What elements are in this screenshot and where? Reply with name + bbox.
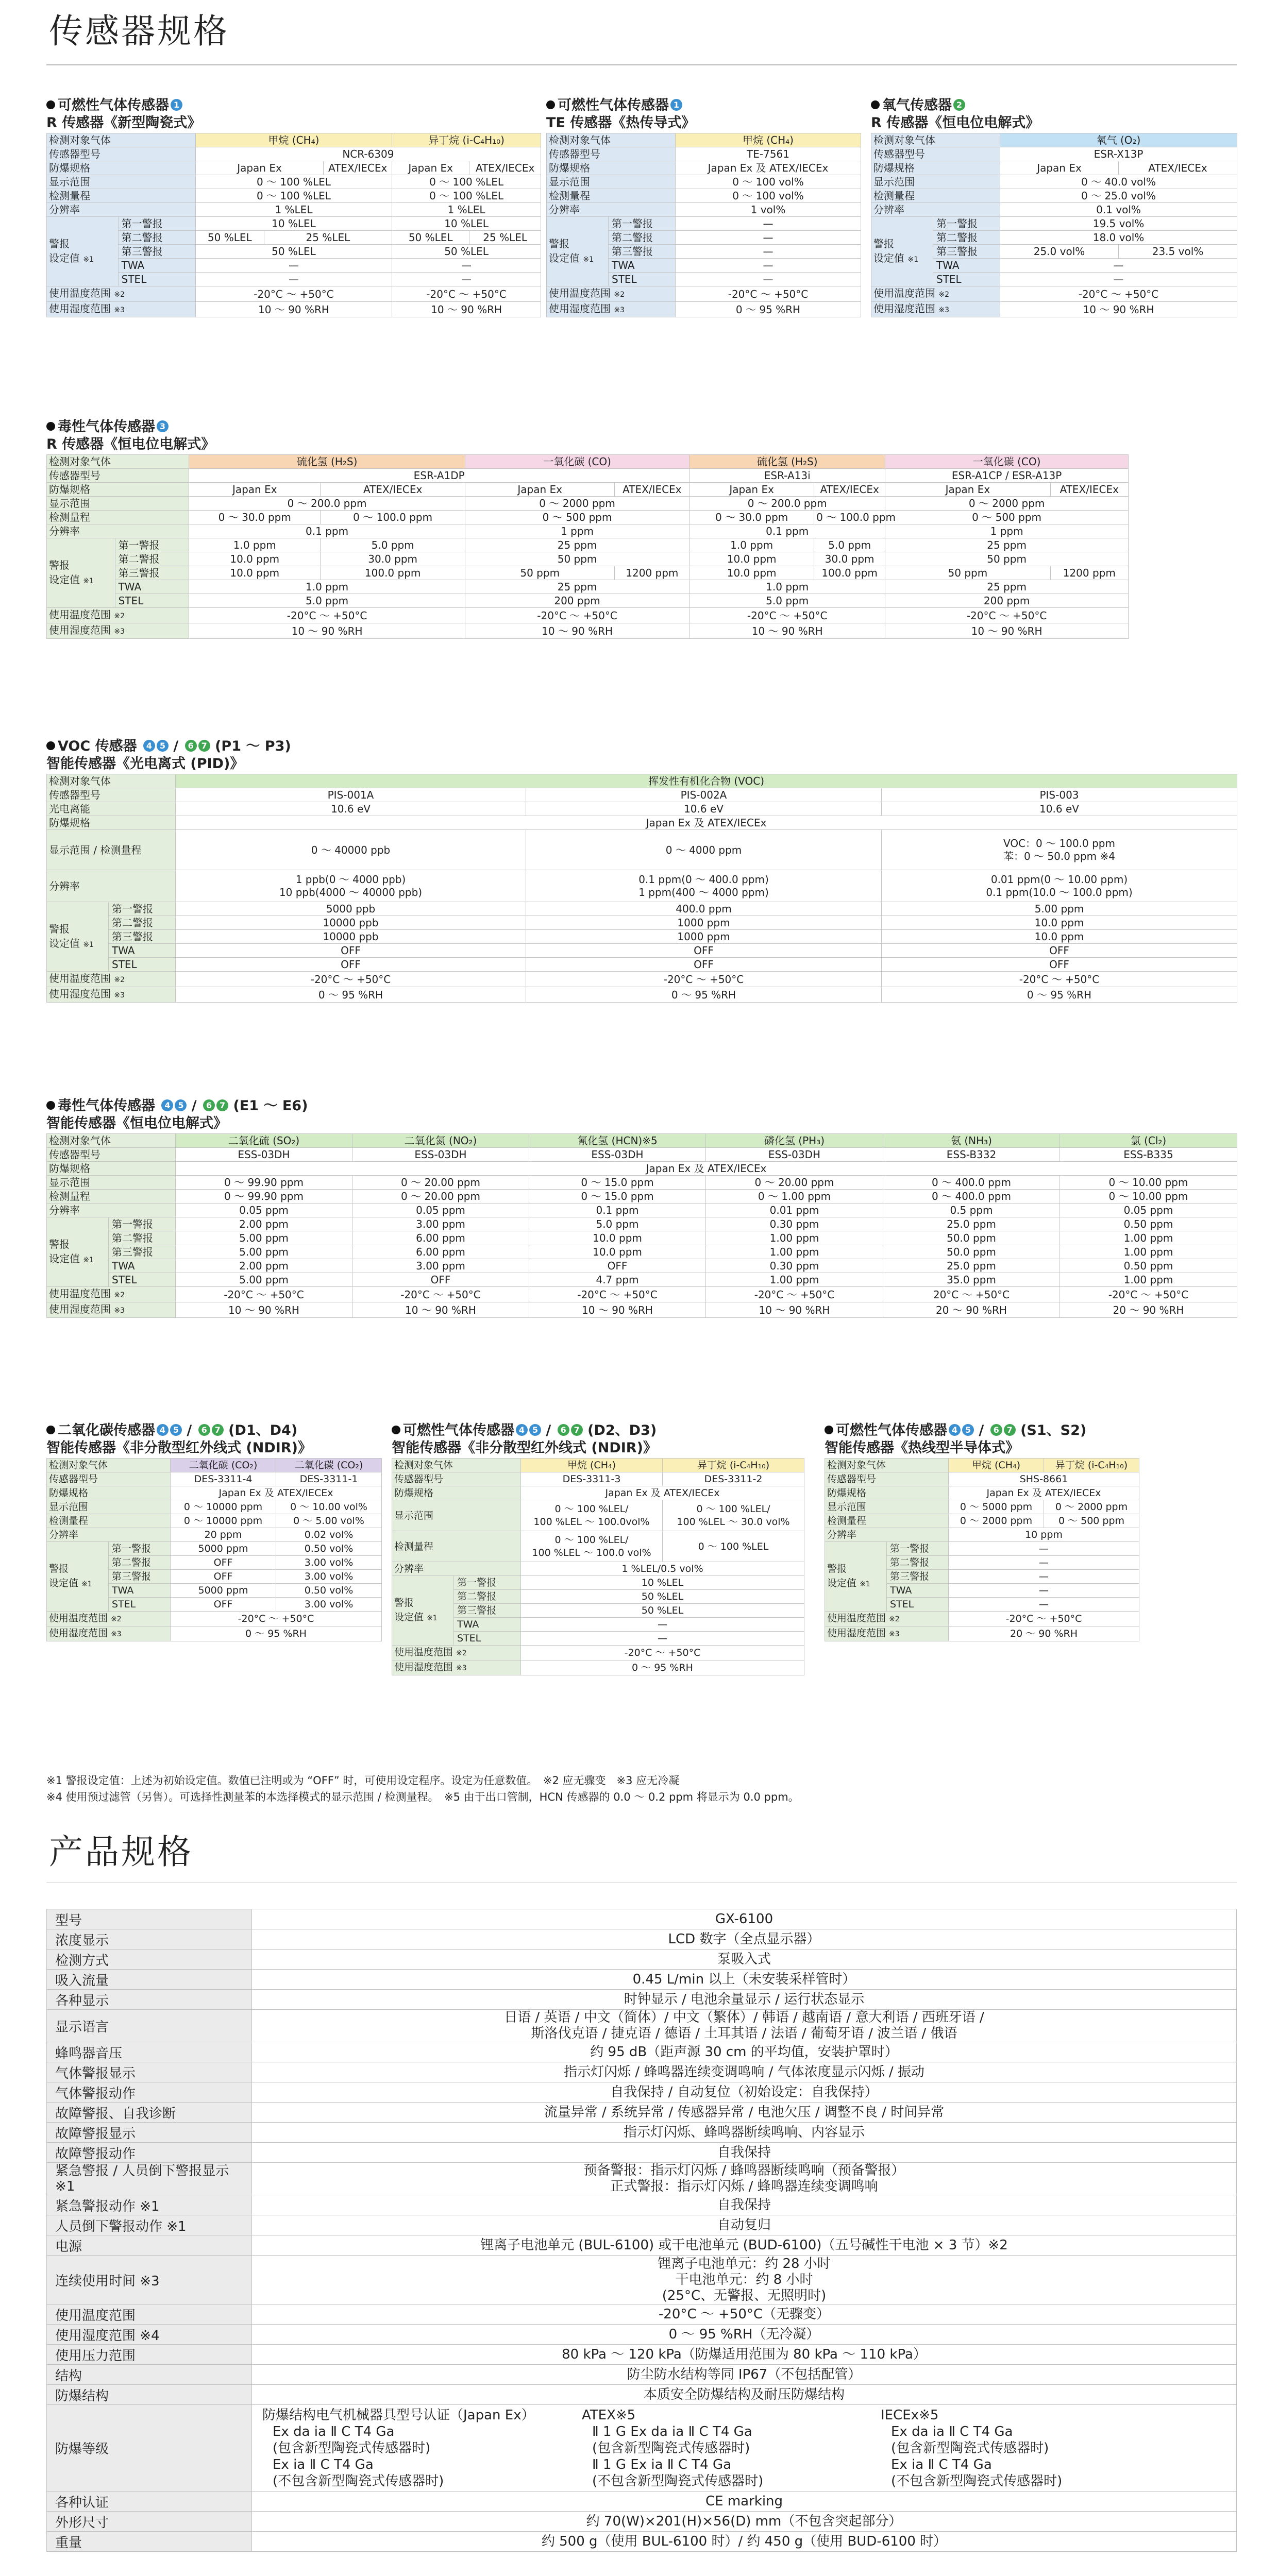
product-spec-label: 故障警报动作 <box>47 2143 252 2163</box>
product-spec-value <box>252 2082 1237 2103</box>
product-spec-value-line: LCD 数字（全点显示器） <box>668 1931 820 1947</box>
ex-rating-line: Ⅱ 1 G Ex da ia Ⅱ C T4 Ga <box>592 2424 752 2439</box>
block-subheading: 智能传感器《非分散型红外线式 (NDIR)》 <box>392 1440 657 1456</box>
ex-rating-line: (包含新型陶瓷式传感器时) <box>891 2440 1049 2456</box>
product-spec-row <box>47 2492 1237 2512</box>
product-spec-row <box>47 1970 1237 1990</box>
product-spec-value <box>252 2103 1237 2123</box>
ex-rating-column <box>262 2407 582 2489</box>
product-spec-value-line: 泵吸入式 <box>717 1951 771 1967</box>
block-subheading: TE 传感器《热传导式》 <box>546 115 696 131</box>
block-heading: VOC 传感器 4 5 / 6 7 (P1 ～ P3) <box>46 738 1237 755</box>
block-combustible-r-sensor <box>46 97 541 317</box>
block-subheading: 智能传感器《恒电位电解式》 <box>46 1115 227 1131</box>
product-spec-value <box>252 2532 1237 2552</box>
block-heading: 可燃性气体传感器 4 5 / 6 7 (D2、D3) <box>392 1422 804 1439</box>
spec-table: 检测对象气体 氧气 (O₂) 传感器型号 ESR-X13P 防爆规格 Japan Ex ATEX/IECEx 显示范围 0 ～ 40.0 vol% 检测量程 0 ～ 25.0 vol% 分辨率 0.1 vol% 警报 设定值 ※1 第一警报 19.5 vol% 第二警报 18.0 vol% 第三警报 25.0 vol% 23.5 vol% TWA — STEL — 使用温度范围 ※2 -20°C ～ +50°C 使用湿度范围 ※3 10 ～ 90 %RH <box>871 133 1237 317</box>
product-spec-value <box>252 2010 1237 2042</box>
product-spec-value-line: 0 ～ 95 %RH（无冷凝） <box>668 2326 820 2342</box>
product-spec-value-line: 指示灯闪烁 / 蜂鸣器连续变调鸣响 / 气体浓度显示闪烁 / 振动 <box>564 2064 924 2080</box>
product-spec-value <box>252 2235 1237 2256</box>
block-oxygen-sensor <box>871 97 1237 317</box>
spec-table: 检测对象气体 二氧化硫 (SO₂) 二氧化氮 (NO₂) 氰化氢 (HCN)※5 磷化氢 (PH₃) 氨 (NH₃) 氯 (Cl₂) 传感器型号 ESS-03DH ESS-03DH ESS-03DH ESS-03DH ESS-B332 ESS-B335 防爆规格 Japan Ex 及 ATEX/IECEx 显示范围 0 ～ 99.90 ppm 0 ～ 20.00 ppm 0 ～ 15.0 ppm 0 ～ 20.00 ppm 0 ～ 400.0 ppm 0 ～ 10.00 ppm 检测量程 0 ～ 99.90 ppm 0 ～ 20.00 ppm 0 ～ 15.0 ppm 0 ～ 1.00 ppm 0 ～ 400.0 ppm 0 ～ 10.00 ppm 分辨率 0.05 ppm 0.05 ppm 0.1 ppm 0.01 ppm 0.5 ppm 0.05 ppm 警报 设定值 ※1 第一警报 2.00 ppm 3.00 ppm 5.0 ppm 0.30 ppm 25.0 ppm 0.50 ppm 第二警报 5.00 ppm 6.00 ppm 10.0 ppm 1.00 ppm 50.0 ppm 1.00 ppm 第三警报 5.00 ppm 6.00 ppm 10.0 ppm 1.00 ppm 50.0 ppm 1.00 ppm TWA 2.00 ppm 3.00 ppm OFF 0.30 ppm 25.0 ppm 0.50 ppm STEL 5.00 ppm OFF 4.7 ppm 1.00 ppm 35.0 ppm 1.00 ppm 使用温度范围 ※2 -20°C ～ +50°C -20°C ～ +50°C -20°C ～ +50°C -20°C ～ +50°C 20°C ～ +50°C -20°C ～ +50°C 使用湿度范围 ※3 10 ～ 90 %RH 10 ～ 90 %RH 10 ～ 90 %RH 10 ～ 90 %RH 20 ～ 90 %RH 20 ～ 90 %RH <box>46 1133 1237 1318</box>
ex-rating-line: ATEX※5 <box>582 2407 636 2423</box>
product-spec-value-line: 自我保持 <box>717 2197 771 2213</box>
product-spec-label: 使用温度范围 <box>47 2304 252 2325</box>
product-spec-value <box>252 2385 1237 2405</box>
product-spec-value <box>252 2215 1237 2235</box>
section-title-sensor-spec: 传感器规格 <box>49 11 229 51</box>
product-spec-value-line: GX-6100 <box>715 1911 773 1927</box>
product-spec-label: 重量 <box>47 2532 252 2552</box>
ex-rating-line: Ex ia Ⅱ C T4 Ga <box>891 2456 992 2472</box>
block-heading: 可燃性气体传感器 4 5 / 6 7 (S1、S2) <box>825 1422 1139 1439</box>
block-subheading: 智能传感器《非分散型红外线式 (NDIR)》 <box>46 1440 312 1456</box>
product-spec-row <box>47 2143 1237 2163</box>
product-spec-value-line: 时钟显示 / 电池余量显示 / 运行状态显示 <box>624 1991 865 2007</box>
product-spec-label: 浓度显示 <box>47 1929 252 1950</box>
product-spec-row <box>47 2215 1237 2235</box>
sensor-footnote: ※4 使用预过滤管（另售）。可选择性测量苯的本选择模式的显示范围 / 检测量程。 ※5 由于出口管制，HCN 传感器的 0.0 ～ 0.2 ppm 将显示为 0.0 ppm。 <box>46 1791 799 1803</box>
block-heading: 可燃性气体传感器 1 <box>46 97 541 114</box>
product-spec-value-line: -20°C ～ +50°C（无骤变） <box>658 2306 830 2322</box>
block-subheading: R 传感器《新型陶瓷式》 <box>46 115 201 131</box>
spec-table: 检测对象气体 甲烷 (CH₄) 异丁烷 (i-C₄H₁₀) 传感器型号 SHS-8661 防爆规格 Japan Ex 及 ATEX/IECEx 显示范围 0 ～ 5000 ppm 0 ～ 2000 ppm 检测量程 0 ～ 2000 ppm 0 ～ 500 ppm 分辨率 10 ppm 警报 设定值 ※1 第一警报 — 第二警报 — 第三警报 — TWA — STEL — 使用温度范围 ※2 -20°C ～ +50°C 使用湿度范围 ※3 20 ～ 90 %RH <box>825 1458 1139 1641</box>
spec-table: 检测对象气体 二氧化碳 (CO₂) 二氧化碳 (CO₂) 传感器型号 DES-3311-4 DES-3311-1 防爆规格 Japan Ex 及 ATEX/IECEx 显示范围 0 ～ 10000 ppm 0 ～ 10.00 vol% 检测量程 0 ～ 10000 ppm 0 ～ 5.00 vol% 分辨率 20 ppm 0.02 vol% 警报 设定值 ※1 第一警报 5000 ppm 0.50 vol% 第二警报 OFF 3.00 vol% 第三警报 OFF 3.00 vol% TWA 5000 ppm 0.50 vol% STEL OFF 3.00 vol% 使用温度范围 ※2 -20°C ～ +50°C 使用湿度范围 ※3 0 ～ 95 %RH <box>46 1458 382 1641</box>
product-spec-label: 故障警报显示 <box>47 2123 252 2143</box>
product-spec-value-line: 日语 / 英语 / 中文（简体）/ 中文（繁体）/ 韩语 / 越南语 / 意大利语 / 西班牙语 / <box>504 2010 984 2025</box>
ex-rating-line: Ex ia Ⅱ C T4 Ga <box>273 2456 374 2472</box>
product-spec-row <box>47 2195 1237 2215</box>
product-spec-row <box>47 2062 1237 2082</box>
block-combustible-ndir-sensor <box>392 1422 804 1675</box>
ex-rating-line: 防爆结构电气机械器具型号认证（Japan Ex） <box>262 2407 535 2423</box>
product-spec-row <box>47 2123 1237 2143</box>
product-spec-label: 使用压力范围 <box>47 2345 252 2365</box>
product-spec-value-line: 自动复归 <box>717 2217 771 2233</box>
spec-table: 检测对象气体 甲烷 (CH₄) 传感器型号 TE-7561 防爆规格 Japan Ex 及 ATEX/IECEx 显示范围 0 ～ 100 vol% 检测量程 0 ～ 100 vol% 分辨率 1 vol% 警报 设定值 ※1 第一警报 — 第二警报 — 第三警报 — TWA — STEL — 使用温度范围 ※2 -20°C ～ +50°C 使用湿度范围 ※3 0 ～ 95 %RH <box>546 133 861 317</box>
product-spec-row <box>47 2385 1237 2405</box>
product-spec-value <box>252 1909 1237 1929</box>
block-subheading: 智能传感器《光电离式 (PID)》 <box>46 756 244 772</box>
product-spec-value <box>252 2365 1237 2385</box>
block-voc-sensor <box>46 738 1237 1003</box>
product-spec-value <box>252 2304 1237 2325</box>
product-spec-value <box>252 2345 1237 2365</box>
product-spec-value-line: 防尘防水结构等同 IP67（不包括配管） <box>627 2366 862 2382</box>
product-spec-value <box>252 2123 1237 2143</box>
product-spec-label: 蜂鸣器音压 <box>47 2042 252 2062</box>
product-spec-value-line: 约 95 dB（距声源 30 cm 的平均值，安装护罩时） <box>590 2044 898 2060</box>
product-spec-value-line: CE marking <box>705 2493 783 2509</box>
product-spec-value <box>252 2195 1237 2215</box>
product-spec-label: 人员倒下警报动作 ※1 <box>47 2215 252 2235</box>
product-spec-label: 检测方式 <box>47 1950 252 1970</box>
product-spec-value-line: 自我保持 <box>717 2144 771 2160</box>
product-spec-value-line: 锂离子电池单元：约 28 小时 <box>658 2256 831 2272</box>
ex-rating-line: Ex da ia Ⅱ C T4 Ga <box>891 2424 1013 2439</box>
product-spec-value-line: (25°C、无警报、无照明时) <box>662 2287 827 2303</box>
product-spec-label: 结构 <box>47 2365 252 2385</box>
ex-rating-line: IECEx※5 <box>881 2407 939 2423</box>
product-spec-row <box>47 2365 1237 2385</box>
product-spec-value <box>252 2143 1237 2163</box>
product-spec-value <box>252 1990 1237 2010</box>
ex-rating-line: (不包含新型陶瓷式传感器时) <box>592 2473 764 2489</box>
product-spec-label: 故障警报、自我诊断 <box>47 2103 252 2123</box>
product-spec-label: 显示语言 <box>47 2010 252 2042</box>
spec-table: 检测对象气体 甲烷 (CH₄) 异丁烷 (i-C₄H₁₀) 传感器型号 NCR-6309 防爆规格 Japan Ex ATEX/IECEx Japan Ex ATEX/IECEx 显示范围 0 ～ 100 %LEL 0 ～ 100 %LEL 检测量程 0 ～ 100 %LEL 0 ～ 100 %LEL 分辨率 1 %LEL 1 %LEL 警报 设定值 ※1 第一警报 10 %LEL 10 %LEL 第二警报 50 %LEL 25 %LEL 50 %LEL 25 %LEL 第三警报 50 %LEL 50 %LEL TWA — — STEL — — 使用温度范围 ※2 -20°C ～ +50°C -20°C ～ +50°C 使用湿度范围 ※3 10 ～ 90 %RH 10 ～ 90 %RH <box>46 133 541 317</box>
product-spec-row <box>47 2256 1237 2304</box>
ex-rating-line: Ⅱ 1 G Ex ia Ⅱ C T4 Ga <box>592 2456 732 2472</box>
section-title-product-spec: 产品规格 <box>49 1832 193 1872</box>
product-spec-label: 连续使用时间 ※3 <box>47 2256 252 2304</box>
product-spec-row <box>47 2325 1237 2345</box>
spec-table: 检测对象气体 挥发性有机化合物 (VOC) 传感器型号 PIS-001A PIS-002A PIS-003 光电离能 10.6 eV 10.6 eV 10.6 eV 防爆规格 Japan Ex 及 ATEX/IECEx 显示范围 / 检测量程 0 ～ 40000 ppb 0 ～ 4000 ppm VOC：0 ～ 100.0 ppm 苯：0 ～ 50.0 ppm ※4 分辨率 1 ppb(0 ～ 4000 ppb) 10 ppb(4000 ～ 40000 ppb) 0.1 ppm(0 ～ 400.0 ppm) 1 ppm(400 ～ 4000 ppm) 0.01 ppm(0 ～ 10.00 ppm) 0.1 ppm(10.0 ～ 100.0 ppm) 警报 设定值 ※1 第一警报 5000 ppb 400.0 ppm 5.00 ppm 第二警报 10000 ppb 1000 ppm 10.0 ppm 第三警报 10000 ppb 1000 ppm 10.0 ppm TWA OFF OFF OFF STEL OFF OFF OFF 使用温度范围 ※2 -20°C ～ +50°C -20°C ～ +50°C -20°C ～ +50°C 使用湿度范围 ※3 0 ～ 95 %RH 0 ～ 95 %RH 0 ～ 95 %RH <box>46 774 1237 1003</box>
product-spec-value-line: 斯洛伐克语 / 捷克语 / 德语 / 土耳其语 / 法语 / 葡萄牙语 / 波兰语 / 俄语 <box>531 2026 957 2041</box>
block-heading: 氧气传感器 2 <box>871 97 1237 114</box>
product-spec-label: 各种显示 <box>47 1990 252 2010</box>
block-co2-sensor <box>46 1422 381 1641</box>
product-spec-label: 防爆等级 <box>47 2405 252 2492</box>
product-spec-value <box>252 2062 1237 2082</box>
block-subheading: R 传感器《恒电位电解式》 <box>871 115 1040 131</box>
product-spec-value <box>252 2512 1237 2532</box>
product-spec-value <box>252 1970 1237 1990</box>
product-spec-row <box>47 2042 1237 2062</box>
product-spec-row <box>47 1929 1237 1950</box>
product-spec-value-line: 预备警报：指示灯闪烁 / 蜂鸣器断续鸣响（预备警报） <box>583 2163 905 2178</box>
product-spec-label: 使用湿度范围 ※4 <box>47 2325 252 2345</box>
product-spec-label: 外形尺寸 <box>47 2512 252 2532</box>
product-spec-row <box>47 2082 1237 2103</box>
ex-rating-column <box>881 2407 1169 2489</box>
product-spec-value <box>252 1950 1237 1970</box>
block-combustible-te-sensor <box>546 97 861 317</box>
product-spec-label: 型号 <box>47 1909 252 1929</box>
product-spec-row <box>47 2405 1237 2492</box>
product-spec-row <box>47 2010 1237 2042</box>
ex-rating-line: Ex da ia Ⅱ C T4 Ga <box>273 2424 395 2439</box>
ex-rating-line: (包含新型陶瓷式传感器时) <box>273 2440 431 2456</box>
block-heading: 毒性气体传感器 4 5 / 6 7 (E1 ～ E6) <box>46 1097 1237 1115</box>
ex-rating-line: (不包含新型陶瓷式传感器时) <box>273 2473 444 2489</box>
product-spec-row <box>47 2235 1237 2256</box>
block-toxic-smart-sensor <box>46 1097 1237 1318</box>
ex-rating-line: (不包含新型陶瓷式传感器时) <box>891 2473 1063 2489</box>
product-spec-value <box>252 2405 1237 2492</box>
product-spec-value-line: 流量异常 / 系统异常 / 传感器异常 / 电池欠压 / 调整不良 / 时间异常 <box>544 2104 945 2120</box>
product-spec-row <box>47 2304 1237 2325</box>
product-spec-label: 吸入流量 <box>47 1970 252 1990</box>
block-subheading: 智能传感器《热线型半导体式》 <box>825 1440 1019 1456</box>
product-spec-value-line: 锂离子电池单元 (BUL-6100) 或干电池单元 (BUD-6100)（五号碱性干电池 × 3 节）※2 <box>480 2237 1008 2253</box>
product-spec-value-line: 0.45 L/min 以上（未安装采样管时） <box>632 1971 856 1987</box>
product-spec-row <box>47 2512 1237 2532</box>
block-combustible-semiconductor-sensor <box>825 1422 1139 1641</box>
product-spec-row <box>47 1950 1237 1970</box>
product-spec-label: 各种认证 <box>47 2492 252 2512</box>
product-spec-row <box>47 2532 1237 2552</box>
product-spec-label: 气体警报动作 <box>47 2082 252 2103</box>
product-spec-label: 紧急警报 / 人员倒下警报显示 ※1 <box>47 2163 252 2195</box>
product-spec-value <box>252 2163 1237 2195</box>
product-spec-value <box>252 2042 1237 2062</box>
spec-table: 检测对象气体 硫化氢 (H₂S) 一氧化碳 (CO) 硫化氢 (H₂S) 一氧化碳 (CO) 传感器型号 ESR-A1DP ESR-A13i ESR-A1CP / ESR-A13P 防爆规格 Japan Ex ATEX/IECEx Japan Ex ATEX/IECEx Japan Ex ATEX/IECEx Japan Ex ATEX/IECEx 显示范围 0 ～ 200.0 ppm 0 ～ 2000 ppm 0 ～ 200.0 ppm 0 ～ 2000 ppm 检测量程 0 ～ 30.0 ppm 0 ～ 100.0 ppm 0 ～ 500 ppm 0 ～ 30.0 ppm 0 ～ 100.0 ppm 0 ～ 500 ppm 分辨率 0.1 ppm 1 ppm 0.1 ppm 1 ppm 警报 设定值 ※1 第一警报 1.0 ppm 5.0 ppm 25 ppm 1.0 ppm 5.0 ppm 25 ppm 第二警报 10.0 ppm 30.0 ppm 50 ppm 10.0 ppm 30.0 ppm 50 ppm 第三警报 10.0 ppm 100.0 ppm 50 ppm 1200 ppm 10.0 ppm 100.0 ppm 50 ppm 1200 ppm TWA 1.0 ppm 25 ppm 1.0 ppm 25 ppm STEL 5.0 ppm 200 ppm 5.0 ppm 200 ppm 使用温度范围 ※2 -20°C ～ +50°C -20°C ～ +50°C -20°C ～ +50°C -20°C ～ +50°C 使用湿度范围 ※3 10 ～ 90 %RH 10 ～ 90 %RH 10 ～ 90 %RH 10 ～ 90 %RH <box>46 454 1129 639</box>
product-spec-value-line: 本质安全防爆结构及耐压防爆结构 <box>643 2386 845 2402</box>
block-heading: 可燃性气体传感器 1 <box>546 97 861 114</box>
spec-table: 检测对象气体 甲烷 (CH₄) 异丁烷 (i-C₄H₁₀) 传感器型号 DES-3311-3 DES-3311-2 防爆规格 Japan Ex 及 ATEX/IECEx 显示范围 0 ～ 100 %LEL/ 100 %LEL ～ 100.0vol% 0 ～ 100 %LEL/ 100 %LEL ～ 30.0 vol% 检测量程 0 ～ 100 %LEL/ 100 %LEL ～ 100.0 vol% 0 ～ 100 %LEL 分辨率 1 %LEL/0.5 vol% 警报 设定值 ※1 第一警报 10 %LEL 第二警报 50 %LEL 第三警报 50 %LEL TWA — STEL — 使用温度范围 ※2 -20°C ～ +50°C 使用湿度范围 ※3 0 ～ 95 %RH <box>392 1458 804 1675</box>
product-spec-value-line: 80 kPa ～ 120 kPa（防爆适用范围为 80 kPa ～ 110 kPa） <box>562 2346 927 2362</box>
block-heading: 二氧化碳传感器 4 5 / 6 7 (D1、D4) <box>46 1422 381 1439</box>
product-spec-label: 紧急警报动作 ※1 <box>47 2195 252 2215</box>
product-spec-value <box>252 1929 1237 1950</box>
product-spec-row <box>47 2345 1237 2365</box>
product-spec-label: 电源 <box>47 2235 252 2256</box>
block-toxic-r-sensor <box>46 418 1129 639</box>
product-spec-label: 气体警报显示 <box>47 2062 252 2082</box>
product-spec-value-line: 自我保持 / 自动复位（初始设定：自我保持） <box>610 2084 878 2100</box>
ex-rating-line: (包含新型陶瓷式传感器时) <box>592 2440 750 2456</box>
product-spec-row <box>47 2103 1237 2123</box>
product-spec-value-line: 指示灯闪烁、蜂鸣器断续鸣响、内容显示 <box>623 2124 865 2140</box>
product-spec-table <box>46 1909 1237 2552</box>
sensor-footnote: ※1 警报设定值：上述为初始设定值。数值已注明或为 “OFF” 时，可使用设定程序。设定为任意数值。 ※2 应无骤变 ※3 应无冷凝 <box>46 1774 680 1787</box>
block-heading: 毒性气体传感器 3 <box>46 418 1129 436</box>
product-spec-value-line: 干电池单元：约 8 小时 <box>675 2272 813 2287</box>
product-spec-row <box>47 1909 1237 1929</box>
product-spec-value <box>252 2492 1237 2512</box>
product-spec-value-line: 正式警报：指示灯闪烁 / 蜂鸣器连续变调鸣响 <box>610 2179 878 2194</box>
product-spec-value-line: 约 500 g（使用 BUL-6100 时）/ 约 450 g（使用 BUD-6100 时） <box>541 2533 947 2549</box>
section-divider <box>46 64 1237 65</box>
ex-rating-column <box>582 2407 881 2489</box>
block-subheading: R 传感器《恒电位电解式》 <box>46 436 215 452</box>
product-spec-row <box>47 2163 1237 2195</box>
product-spec-value <box>252 2325 1237 2345</box>
product-spec-row <box>47 1990 1237 2010</box>
product-spec-value <box>252 2256 1237 2304</box>
product-spec-label: 防爆结构 <box>47 2385 252 2405</box>
product-spec-value-line: 约 70(W)×201(H)×56(D) mm（不包含突起部分） <box>586 2513 902 2529</box>
